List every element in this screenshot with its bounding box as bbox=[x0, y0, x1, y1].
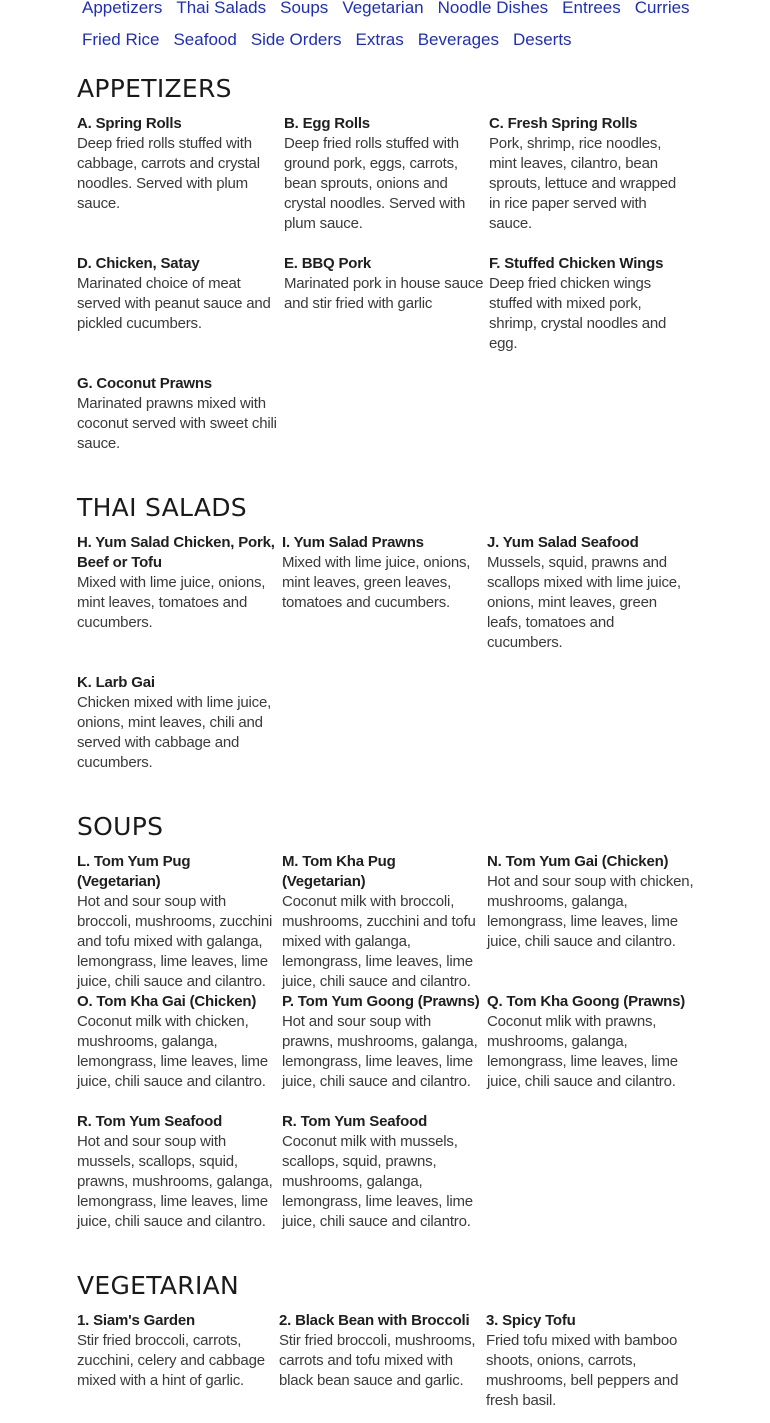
item-name: L. Tom Yum Pug (Vegetarian) bbox=[77, 853, 191, 890]
item-name: I. Yum Salad Prawns bbox=[282, 534, 424, 551]
item-name: Q. Tom Kha Goong (Prawns) bbox=[487, 993, 686, 1010]
nav-link-noodle-dishes[interactable]: Noodle Dishes bbox=[437, 0, 549, 17]
item-description: Coconut milk with mussels, scallops, squid, prawns, mushrooms, galanga, lemongrass, lime leaves, lime juice, chili sauce and cilantro. bbox=[282, 1133, 473, 1230]
item-name: A. Spring Rolls bbox=[77, 115, 182, 132]
item-description: Mussels, squid, prawns and scallops mixed with lime juice, onions, mint leaves, green leafs, tomatoes and cucumbers. bbox=[487, 554, 681, 651]
menu-item bbox=[77, 992, 277, 1092]
nav-link-curries[interactable]: Curries bbox=[634, 0, 690, 17]
item-description: Coconut milk with broccoli, mushrooms, zucchini and tofu mixed with galanga, lemongrass, lime leaves, lime juice, chili sauce and cilantro. bbox=[282, 893, 476, 990]
section-thai-salads bbox=[77, 493, 695, 783]
item-name: M. Tom Kha Pug (Vegetarian) bbox=[282, 853, 396, 890]
section-soups bbox=[77, 812, 695, 1242]
item-name: O. Tom Kha Gai (Chicken) bbox=[77, 993, 257, 1010]
menu-item bbox=[487, 533, 687, 653]
section-appetizers bbox=[77, 74, 695, 464]
menu-item bbox=[77, 114, 277, 214]
menu-item bbox=[77, 254, 277, 334]
menu-item bbox=[487, 992, 687, 1092]
item-description: Pork, shrimp, rice noodles, mint leaves, cilantro, bean sprouts, lettuce and wrapped in rice paper served with sauce. bbox=[489, 135, 677, 232]
section-title: SOUPS bbox=[77, 812, 164, 841]
item-description: Mixed with lime juice, onions, mint leaves, tomatoes and cucumbers. bbox=[77, 574, 266, 631]
menu-item bbox=[77, 533, 277, 633]
item-description: Hot and sour soup with prawns, mushrooms, galanga, lemongrass, lime leaves, lime juice, chili sauce and cilantro. bbox=[282, 1013, 478, 1090]
item-description: Coconut mlik with prawns, mushrooms, galanga, lemongrass, lime leaves, lime juice, chili sauce and cilantro. bbox=[487, 1013, 678, 1090]
section-title: VEGETARIAN bbox=[77, 1271, 240, 1300]
menu-item bbox=[284, 254, 484, 314]
menu-item bbox=[489, 254, 689, 354]
item-description: Hot and sour soup with chicken, mushrooms, galanga, lemongrass, lime leaves, lime juice, chili sauce and cilantro. bbox=[487, 873, 694, 950]
item-description: Deep fried chicken wings stuffed with mixed pork, shrimp, crystal noodles and egg. bbox=[489, 275, 667, 352]
nav-link-fried-rice[interactable]: Fried Rice bbox=[82, 30, 160, 49]
item-name: D. Chicken, Satay bbox=[77, 255, 200, 272]
item-name: 3. Spicy Tofu bbox=[486, 1312, 576, 1329]
item-description: Mixed with lime juice, onions, mint leaves, green leaves, tomatoes and cucumbers. bbox=[282, 554, 471, 611]
nav-link-soups[interactable]: Soups bbox=[280, 0, 329, 17]
nav-link-seafood[interactable]: Seafood bbox=[173, 30, 237, 49]
item-description: Coconut milk with chicken, mushrooms, galanga, lemongrass, lime leaves, lime juice, chili sauce and cilantro. bbox=[77, 1013, 268, 1090]
item-name: F. Stuffed Chicken Wings bbox=[489, 255, 664, 272]
nav-link-beverages[interactable]: Beverages bbox=[417, 30, 499, 49]
category-nav bbox=[82, 0, 722, 56]
item-name: E. BBQ Pork bbox=[284, 255, 371, 272]
item-description: Chicken mixed with lime juice, onions, mint leaves, chili and served with cabbage and cucumbers. bbox=[77, 694, 272, 771]
menu-item bbox=[77, 852, 277, 992]
menu-item bbox=[282, 852, 482, 992]
section-title: APPETIZERS bbox=[77, 74, 232, 103]
item-description: Deep fried rolls stuffed with ground pork, eggs, carrots, bean sprouts, onions and crystal noodles. Served with plum sauce. bbox=[284, 135, 466, 232]
nav-link-appetizers[interactable]: Appetizers bbox=[82, 0, 163, 17]
item-name: C. Fresh Spring Rolls bbox=[489, 115, 638, 132]
item-name: G. Coconut Prawns bbox=[77, 375, 212, 392]
item-name: H. Yum Salad Chicken, Pork, Beef or Tofu bbox=[77, 534, 275, 571]
nav-row-2 bbox=[82, 24, 722, 56]
menu-item bbox=[77, 1311, 277, 1391]
menu-item bbox=[489, 114, 689, 234]
nav-link-side-orders[interactable]: Side Orders bbox=[250, 30, 342, 49]
item-name: 1. Siam's Garden bbox=[77, 1312, 195, 1329]
item-description: Marinated prawns mixed with coconut served with sweet chili sauce. bbox=[77, 395, 277, 452]
item-description: Stir fried broccoli, carrots, zucchini, celery and cabbage mixed with a hint of garlic. bbox=[77, 1332, 265, 1389]
item-name: J. Yum Salad Seafood bbox=[487, 534, 639, 551]
item-name: K. Larb Gai bbox=[77, 674, 155, 691]
item-description: Deep fried rolls stuffed with cabbage, carrots and crystal noodles. Served with plum sauce. bbox=[77, 135, 260, 212]
menu-item bbox=[282, 1112, 482, 1232]
menu-item bbox=[487, 852, 695, 952]
item-name: B. Egg Rolls bbox=[284, 115, 370, 132]
item-name: R. Tom Yum Seafood bbox=[77, 1113, 223, 1130]
menu-item bbox=[486, 1311, 686, 1411]
item-name: R. Tom Yum Seafood bbox=[282, 1113, 428, 1130]
section-vegetarian bbox=[77, 1271, 695, 1423]
item-description: Hot and sour soup with mussels, scallops, squid, prawns, mushrooms, galanga, lemongrass, lime leaves, lime juice, chili sauce and cilantro. bbox=[77, 1133, 273, 1230]
item-description: Marinated pork in house sauce and stir fried with garlic bbox=[284, 275, 484, 312]
section-title: THAI SALADS bbox=[77, 493, 247, 522]
item-description: Hot and sour soup with broccoli, mushrooms, zucchini and tofu mixed with galanga, lemongrass, lime leaves, lime juice, chili sauce and cilantro. bbox=[77, 893, 273, 990]
menu-item bbox=[279, 1311, 479, 1391]
nav-link-thai-salads[interactable]: Thai Salads bbox=[176, 0, 267, 17]
menu-item bbox=[77, 673, 277, 773]
nav-link-vegetarian[interactable]: Vegetarian bbox=[342, 0, 424, 17]
item-name: P. Tom Yum Goong (Prawns) bbox=[282, 993, 480, 1010]
item-name: N. Tom Yum Gai (Chicken) bbox=[487, 853, 669, 870]
menu-item bbox=[284, 114, 484, 234]
item-name: 2. Black Bean with Broccoli bbox=[279, 1312, 470, 1329]
item-description: Stir fried broccoli, mushrooms, carrots and tofu mixed with black bean sauce and garlic. bbox=[279, 1332, 476, 1389]
menu-item bbox=[77, 1112, 277, 1232]
menu-item bbox=[282, 992, 482, 1092]
nav-row-1 bbox=[82, 0, 722, 24]
menu-item bbox=[282, 533, 482, 613]
menu-item bbox=[77, 374, 277, 454]
item-description: Marinated choice of meat served with peanut sauce and pickled cucumbers. bbox=[77, 275, 271, 332]
nav-link-entrees[interactable]: Entrees bbox=[562, 0, 621, 17]
nav-link-deserts[interactable]: Deserts bbox=[512, 30, 572, 49]
nav-link-extras[interactable]: Extras bbox=[355, 30, 404, 49]
item-description: Fried tofu mixed with bamboo shoots, onions, carrots, mushrooms, bell peppers and fresh basil. bbox=[486, 1332, 679, 1409]
